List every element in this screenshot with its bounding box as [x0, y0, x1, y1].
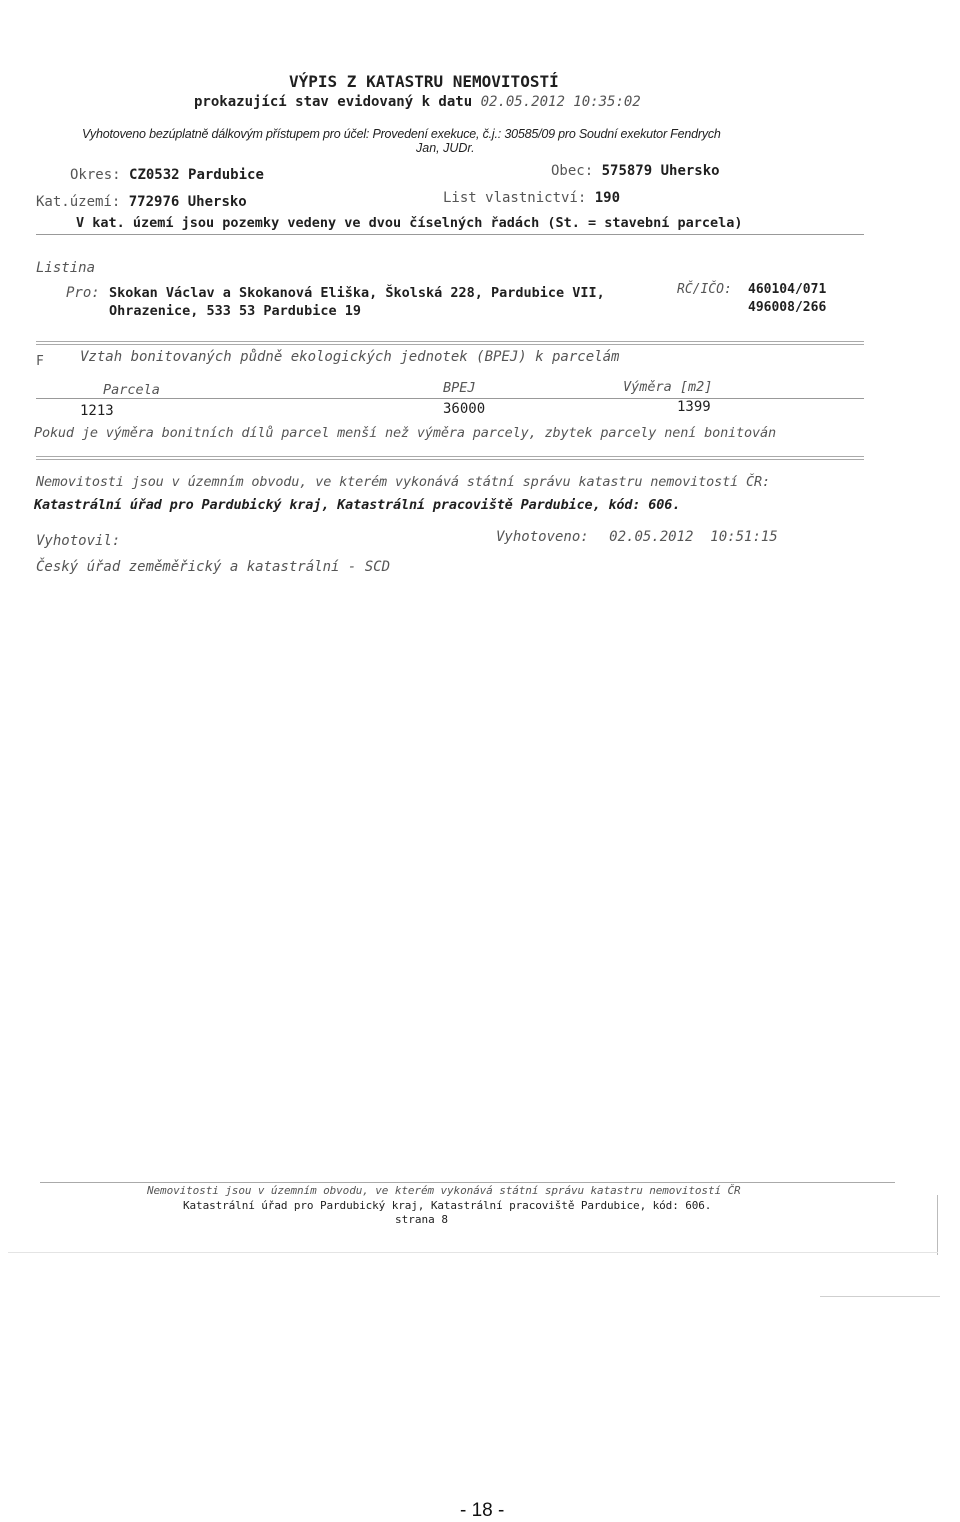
obec-label: Obec:	[551, 163, 594, 179]
vyhotovil-label: Vyhotovil:	[36, 533, 121, 549]
pro-label: Pro:	[66, 285, 100, 301]
owner-line-2	[109, 303, 361, 319]
divider-f-top-1	[36, 341, 864, 342]
lv-label: List vlastnictví:	[443, 190, 587, 206]
page-number: - 18 -	[460, 1500, 505, 1521]
cell-bpej: 36000	[443, 401, 486, 417]
vyhotoveno-value: 02.05.2012 10:51:15	[609, 529, 778, 545]
purpose-line-2: Jan, JUDr.	[416, 141, 475, 155]
okres-label: Okres:	[70, 167, 121, 183]
document-title: VÝPIS Z KATASTRU NEMOVITOSTÍ	[289, 72, 559, 91]
listina-label: Listina	[36, 260, 96, 276]
divider-location	[36, 234, 864, 235]
purpose-line-1: Vyhotoveno bezúplatně dálkovým přístupem pro účel: Provedení exekuce, č.j.: 30585/09 pro Soudní exekutor Fendrych	[82, 127, 721, 141]
okres-row	[70, 167, 264, 183]
rc-value-2: 496008/266	[748, 300, 827, 315]
subtitle-prefix: prokazující stav evidovaný k datu	[194, 94, 473, 110]
section-f-title: Vztah bonitovaných půdně ekologických jednotek (BPEJ) k parcelám	[80, 349, 620, 365]
section-f-letter: F	[36, 354, 44, 369]
section-f-note: Pokud je výměra bonitních dílů parcel menší než výměra parcely, zbytek parcely není bonitován	[34, 425, 776, 441]
vyhotoveno-label: Vyhotoveno:	[496, 529, 589, 545]
rc-value-1: 460104/071	[748, 282, 827, 297]
kat-label: Kat.území:	[36, 194, 121, 210]
rc-label: RČ/IČO:	[677, 282, 732, 297]
lv-row	[443, 190, 620, 206]
okres-value: CZ0532 Pardubice	[129, 167, 264, 183]
footer-line-1: Nemovitosti jsou v územním obvodu, ve kterém vykonává státní správu katastru nemovitostí ČR	[147, 1184, 741, 1197]
footer-page-label: strana 8	[395, 1213, 448, 1226]
table-header-divider	[36, 398, 864, 399]
kat-value: 772976 Uhersko	[128, 194, 247, 210]
divider-office-1	[36, 456, 864, 457]
vyhotoveno-row	[496, 529, 778, 545]
scan-edge-mark	[820, 1296, 940, 1297]
document-subtitle	[194, 94, 641, 110]
divider-office-2	[36, 459, 864, 460]
subtitle-datetime: 02.05.2012 10:35:02	[480, 94, 641, 110]
obec-row	[551, 163, 720, 179]
lv-value: 190	[594, 190, 621, 206]
cell-vymera: 1399	[677, 399, 711, 415]
kat-row	[36, 194, 247, 210]
office-line-1: Nemovitosti jsou v územním obvodu, ve kterém vykonává státní správu katastru nemovitostí ČR:	[36, 474, 770, 490]
kat-note: V kat. území jsou pozemky vedeny ve dvou číselných řadách (St. = stavební parcela)	[76, 215, 743, 231]
col-header-parcela: Parcela	[103, 382, 160, 398]
office-line-2: Katastrální úřad pro Pardubický kraj, Katastrální pracoviště Pardubice, kód: 606.	[34, 497, 681, 513]
scan-edge-bottom	[8, 1252, 938, 1253]
col-header-vymera: Výměra [m2]	[623, 379, 713, 395]
owner-address: Ohrazenice, 533 53 Pardubice 19	[109, 303, 361, 319]
cell-parcela: 1213	[80, 403, 114, 419]
col-header-bpej: BPEJ	[443, 380, 476, 396]
owner-line-1: Skokan Václav a Skokanová Eliška, Školská 228, Pardubice VII,	[109, 285, 605, 301]
scan-edge-line	[937, 1195, 938, 1255]
divider-f-top-2	[36, 344, 864, 345]
agency-name: Český úřad zeměměřický a katastrální - SCD	[36, 559, 391, 575]
footer-divider	[40, 1182, 895, 1183]
footer-line-2: Katastrální úřad pro Pardubický kraj, Katastrální pracoviště Pardubice, kód: 606.	[183, 1199, 712, 1212]
obec-value: 575879 Uhersko	[601, 163, 720, 179]
